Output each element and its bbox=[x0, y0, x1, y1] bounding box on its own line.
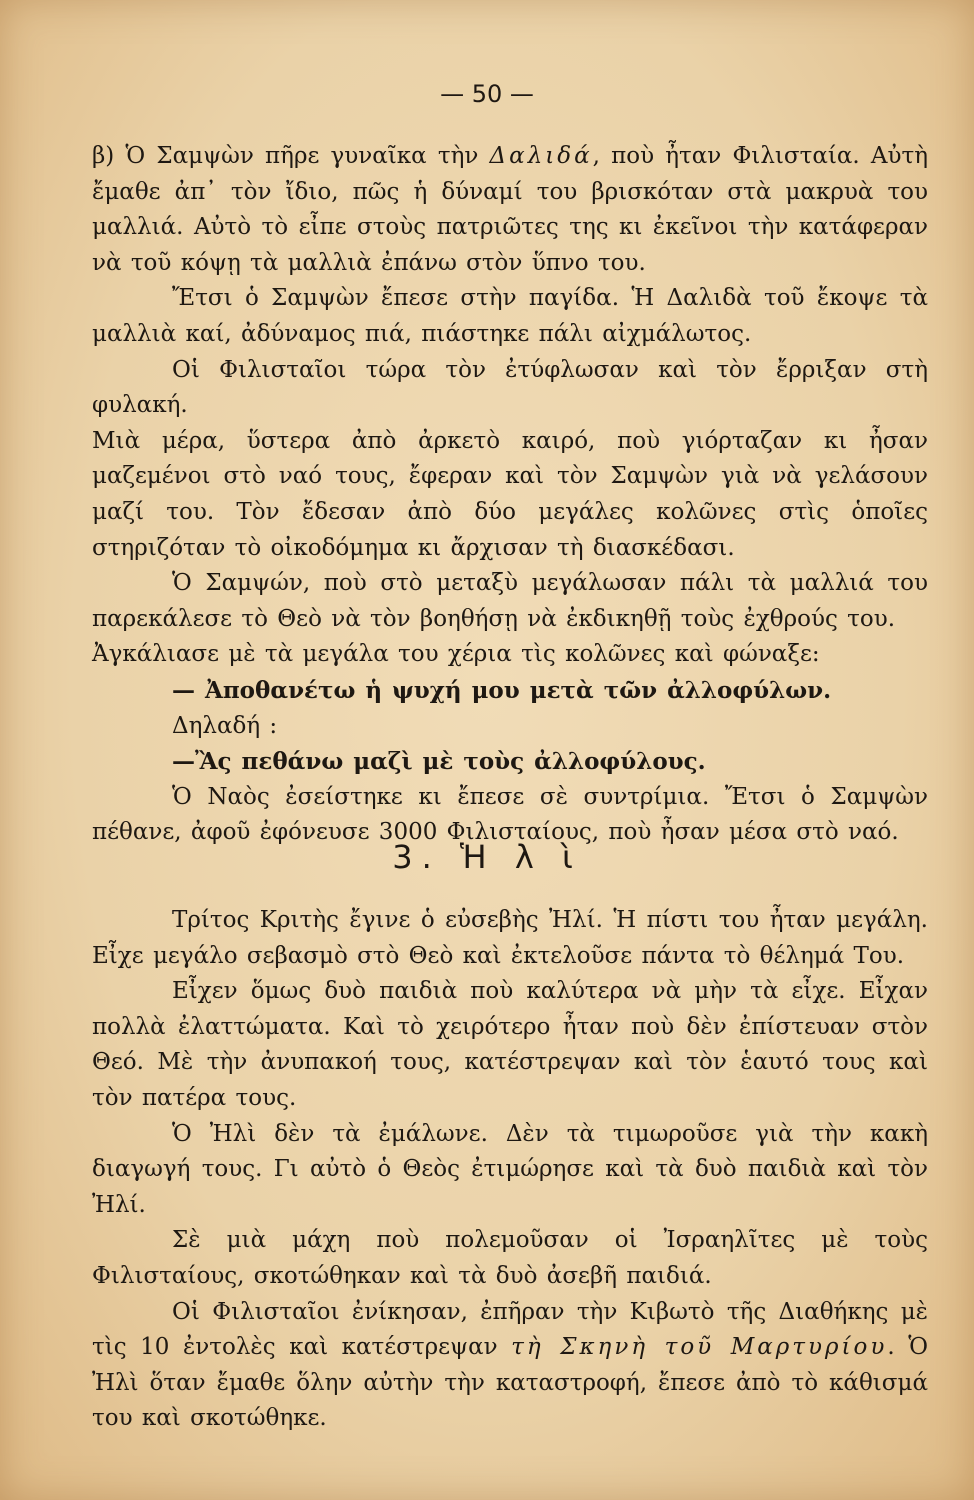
paragraph: Δηλαδή : bbox=[172, 712, 278, 739]
emphasized-name: Δαλιδά bbox=[489, 143, 593, 169]
paragraph: Ἔτσι ὁ Σαμψὼν ἔπεσε στὴν παγίδα. Ἡ Δαλιδὰ τοῦ ἔκοψε τὰ μαλλιὰ καί, ἀδύναμος πιά, πιάστηκε πάλι αἰχμάλωτος. bbox=[92, 285, 928, 347]
samson-section bbox=[92, 139, 928, 851]
paragraph: Σὲ μιὰ μάχη ποὺ πολεμοῦσαν οἱ Ἰσραηλῖτες μὲ τοὺς Φιλισταίους, σκοτώθηκαν καὶ τὰ δυὸ ἀσεβῆ παιδιά. bbox=[92, 1227, 928, 1289]
paragraph: β) Ὁ Σαμψὼν πῆρε γυναῖκα τὴν Δαλιδά, ποὺ ἦταν Φιλισταία. Αὐτὴ ἔμαθε ἀπ᾿ τὸν ἴδιο, πῶς ἡ δύναμί του βρισκόταν στὰ μακρυὰ του μαλλιά. Αὐτὸ τὸ εἶπε στοὺς πατριῶτες της κι ἐκεῖνοι τὴν κατάφεραν νὰ τοῦ κόψῃ τὰ μαλλιὰ ἐπάνω στὸν ὕπνο του. bbox=[92, 143, 928, 276]
page-number: — 50 — bbox=[440, 80, 534, 108]
paragraph: Μιὰ μέρα, ὕστερα ἀπὸ ἀρκετὸ καιρό, ποὺ γιόρταζαν κι ἦσαν μαζεμένοι στὸ ναό τους, ἔφεραν καὶ τὸν Σαμψὼν γιὰ νὰ γελάσουν μαζί του. Τὸν ἔδεσαν ἀπὸ δύο μεγάλες κολῶνες στὶς ὁποῖες στηριζόταν τὸ οἰκοδόμημα κι ἄρχισαν τὴ διασκέδασι. bbox=[92, 427, 928, 561]
paragraph: Οἱ Φιλισταῖοι ἐνίκησαν, ἐπῆραν τὴν Κιβωτὸ τῆς Διαθήκης μὲ τὶς 10 ἐντολὲς καὶ κατέστρεψαν τὴ Σκηνὴ τοῦ Μαρτυρίου. Ὁ Ἠλὶ ὅταν ἔμαθε ὅλην αὐτὴν τὴν καταστροφή, ἔπεσε ἀπὸ τὸ κάθισμά του καὶ σκοτώθηκε. bbox=[92, 1298, 929, 1432]
chapter-title: 3. Ἡ λ ὶ bbox=[392, 838, 582, 876]
paragraph: Εἶχεν ὅμως δυὸ παιδιὰ ποὺ καλύτερα νὰ μὴν τὰ εἶχε. Εἶχαν πολλὰ ἐλαττώματα. Καὶ τὸ χειρότερο ἦταν ποὺ δὲν ἐπίστευαν στὸν Θεό. Μὲ τὴν ἀνυπακοή τους, κατέστρεψαν καὶ τὸν ἑαυτό τους καὶ τὸν πατέρα τους. bbox=[92, 978, 928, 1111]
emphasized-phrase: τὴ Σκηνὴ τοῦ Μαρτυρίου bbox=[511, 1334, 888, 1361]
paragraph: Ἀγκάλιασε μὲ τὰ μεγάλα του χέρια τὶς κολῶνες καὶ φώναξε: bbox=[92, 641, 820, 668]
paragraph: Ὁ Ναὸς ἐσείστηκε κι ἔπεσε σὲ συντρίμια. Ἔτσι ὁ Σαμψὼν πέθανε, ἀφοῦ ἐφόνευσε 3000 Φιλισταίους, ποὺ ἦσαν μέσα στὸ ναό. bbox=[92, 783, 928, 846]
paragraph: Τρίτος Κριτὴς ἔγινε ὁ εὐσεβὴς Ἠλί. Ἡ πίστι του ἦταν μεγάλη. Εἶχε μεγάλο σεβασμὸ στὸ Θεὸ καὶ ἐκτελοῦσε πάντα τὸ θέλημά Του. bbox=[92, 907, 928, 969]
paragraph: Ὁ Ἠλὶ δὲν τὰ ἐμάλωνε. Δὲν τὰ τιμωροῦσε γιὰ τὴν κακὴ διαγωγή τους. Γι αὐτὸ ὁ Θεὸς ἐτιμώρησε καὶ τὰ δυὸ παιδιὰ καὶ τὸν Ἠλί. bbox=[92, 1120, 928, 1218]
quote-line: —Ἂς πεθάνω μαζὶ μὲ τοὺς ἀλλοφύλους. bbox=[172, 748, 706, 776]
paragraph: Ὁ Σαμψών, ποὺ στὸ μεταξὺ μεγάλωσαν πάλι τὰ μαλλιά του παρεκάλεσε τὸ Θεὸ νὰ τὸν βοηθήσῃ νὰ ἐκδικηθῇ τοὺς ἐχθρούς του. bbox=[92, 570, 928, 632]
eli-section bbox=[92, 903, 928, 1437]
paragraph: Οἱ Φιλισταῖοι τώρα τὸν ἐτύφλωσαν καὶ τὸν ἔρριξαν στὴ φυλακή. bbox=[92, 356, 928, 419]
quote-line: — Ἀποθανέτω ἡ ψυχή μου μετὰ τῶν ἀλλοφύλων. bbox=[172, 676, 832, 704]
